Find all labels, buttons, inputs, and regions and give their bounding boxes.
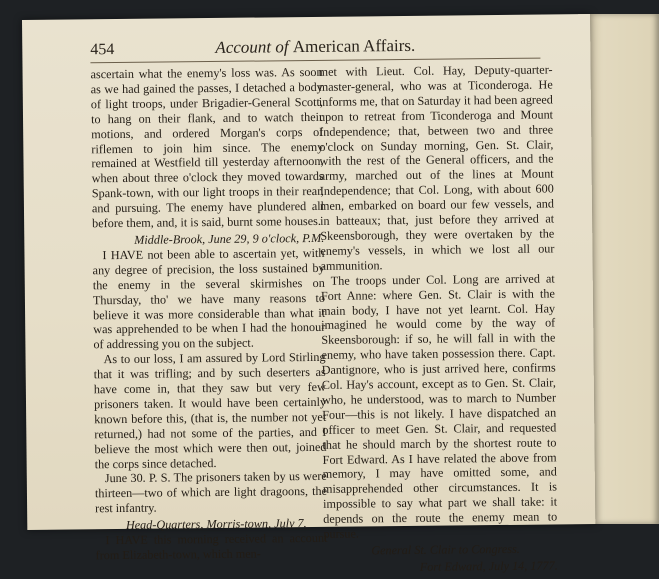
paragraph: I HAVE not been able to ascertain yet, with any degree of precision, the loss sustained by the enemy in the several skirmishes on Thursday, tho' we have many reasons to believe it was more considerable than what it was apprehended to be when I had the honour of addressing you on the subject.: [92, 245, 326, 352]
page-header: [90, 35, 540, 62]
paragraph: As to our loss, I am assured by Lord Stirling that it was trifling; and by such deserters as have come in, that they saw but very few prisoners taken. It would have been certainly known before this, (that is, the number not yet returned,) had not some of the parties, and I believe the most which were then out, joined the corps since detached.: [93, 350, 327, 471]
running-head: [90, 35, 540, 60]
paragraph: ascertain what the enemy's loss was. As soon as we had gained the passes, I detached a body of light troops, under Brigadier-General Scott, to hang on their flank, and to watch their motions, and ordered Morgan's corps of riflemen to join him since. The enemy remained at Westfield till yesterday afternoon, when about three o'clock they moved towards Spank-town, with our light troops in their rear, and pursuing. The enemy have plundered all before them, and, it is said, burnt some houses.: [90, 64, 325, 231]
paragraph: met with Lieut. Col. Hay, Deputy-quarter-master-general, who was at Ticonderoga. He informs me, that on Saturday it had been agreed upon to retreat from Ticonderoga and Mount Independence; that, between two and three o'clock on Sunday morning, Gen. St. Clair, with the rest of the General officers, and the army, marched out of the lines at Mount Independence; that Col. Long, with about 600 men, embarked on board our few vessels, and in batteaux; that, just before they arrived at Skeensborough, they were overtaken by the enemy's vessels, in which we lost all our ammunition.: [318, 62, 555, 273]
running-head-caps: American Affairs.: [292, 35, 416, 57]
letter-heading: General St. Clair to Congress.: [371, 541, 520, 558]
newspaper-page: [22, 14, 595, 574]
paragraph: June 30. P. S. The prisoners taken by us were thirteen—two of which are light dragoons, the rest infantry.: [94, 469, 328, 516]
running-head-italic: Account of: [215, 37, 289, 57]
dateline: Head-Quarters, Morris-town, July 7.: [125, 516, 307, 533]
right-column: [318, 62, 557, 575]
page-number: 454: [90, 41, 115, 59]
dateline: Middle-Brook, June 29, 9 o'clock, P.M.: [134, 230, 325, 247]
paragraph: I HAVE this morning received an account from Elizabeth-town, which men-: [95, 530, 328, 563]
dateline: Fort Edward, July 14, 1777.: [419, 558, 558, 574]
paragraph: The troops under Col. Long are arrived at Fort Anne: where Gen. St. Clair is with the main body, I have not yet learnt. Col. Hay imagined he would come by the way of Skeensborough: if so, he will fall in with the enemy, who have taken possession there. Capt. Dantignore, who is just arrived here, confirms Col. Hay's account, except as to Gen. St. Clair, who, he understood, was to march to Number Four—this is not likely. I have dispatched an officer to meet Gen. St. Clair, and requested that he should march by the shortest route to Fort Edward. As I have related the above from memory, I may have omitted some, and misapprehended other circumstances. It is impossible to say what part we shall take: it depends on the route the enemy mean to pursue.: [320, 271, 558, 541]
left-column: [90, 65, 327, 563]
